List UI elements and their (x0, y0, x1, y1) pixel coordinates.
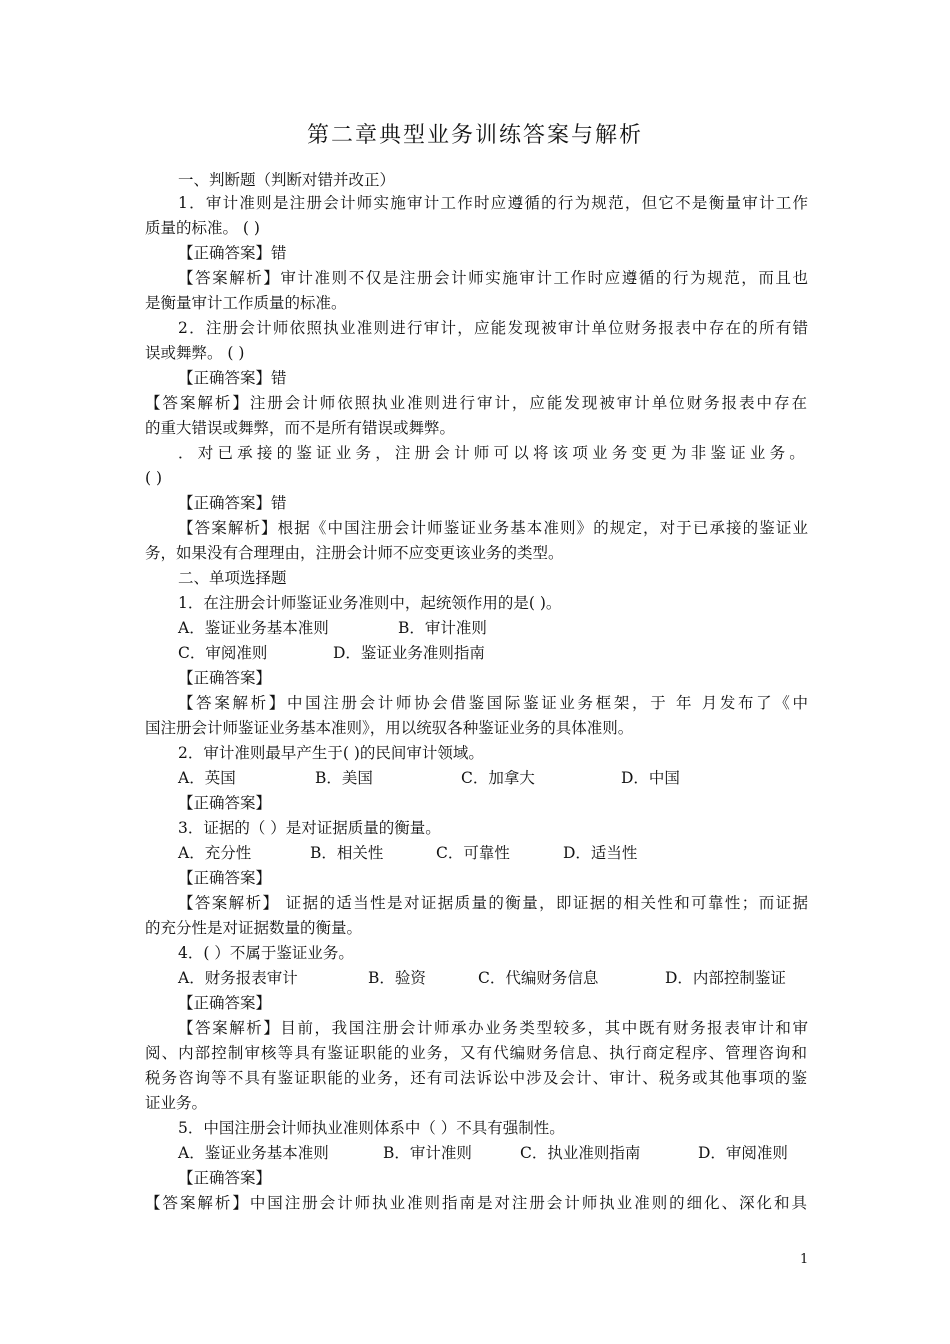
option-b: B．审计准则 (383, 1144, 472, 1162)
option-b: B．审计准则 (398, 619, 487, 637)
option-d: D．中国 (621, 769, 680, 787)
text-line: 【答案解析】注册会计师依照执业准则进行审计，应能发现被审计单位财务报表中存在 (145, 394, 807, 412)
text-line: 是衡量审计工作质量的标准。 (145, 294, 347, 312)
text-line: 二、单项选择题 (178, 569, 287, 587)
option-a: A．英国 (178, 769, 236, 787)
option-c: C．可靠性 (436, 844, 510, 862)
text-line: 务，如果没有合理理由，注册会计师不应变更该业务的类型。 (145, 544, 564, 562)
option-c: C．执业准则指南 (520, 1144, 641, 1162)
text-line: 2．审计准则最早产生于( )的民间审计领域。 (178, 744, 484, 762)
option-a: C．审阅准则 (178, 644, 268, 662)
text-line: 【正确答案】 (178, 669, 272, 687)
page-title: 第二章典型业务训练答案与解析 (306, 123, 643, 148)
text-line: 国注册会计师鉴证业务基本准则》，用以统驭各种鉴证业务的具体准则。 (145, 719, 634, 737)
text-line: 证业务。 (145, 1094, 208, 1112)
option-b: B．相关性 (310, 844, 384, 862)
option-b: B．美国 (315, 769, 373, 787)
text-line: 的重大错误或舞弊，而不是所有错误或舞弊。 (145, 419, 456, 437)
text-line: 误或舞弊。 ( ) (145, 344, 245, 362)
option-d: D．内部控制鉴证 (665, 969, 786, 987)
text-line: 【正确答案】 (178, 994, 272, 1012)
text-line: 【答案解析】目前，我国注册会计师承办业务类型较多，其中既有财务报表审计和审 (178, 1019, 808, 1037)
page-number: 1 (800, 1252, 809, 1267)
text-line: 税务咨询等不具有鉴证职能的业务，还有司法诉讼中涉及会计、审计、税务或其他事项的鉴 (145, 1069, 807, 1087)
text-line: 【正确答案】 (178, 869, 272, 887)
option-a: A．充分性 (178, 844, 252, 862)
text-line: 5．中国注册会计师执业准则体系中（ ）不具有强制性。 (178, 1119, 565, 1137)
text-line: 【正确答案】错 (178, 369, 287, 387)
option-a: A．鉴证业务基本准则 (178, 619, 329, 637)
text-line: 【正确答案】 (178, 794, 272, 812)
text-line: 1．在注册会计师鉴证业务准则中，起统领作用的是( )。 (178, 594, 562, 612)
text-line: 质量的标准。 ( ) (145, 219, 260, 237)
text-line: ．对已承接的鉴证业务，注册会计师可以将该项业务变更为非鉴证业务。 (178, 444, 808, 462)
option-a: A．财务报表审计 (178, 969, 298, 987)
text-line: 1．审计准则是注册会计师实施审计工作时应遵循的行为规范，但它不是衡量审计工作 (178, 194, 808, 212)
text-line: 【答案解析】中国注册会计师协会借鉴国际鉴证业务框架，于 年 月发布了《中 (178, 694, 808, 712)
text-line: 【答案解析】根据《中国注册会计师鉴证业务基本准则》的规定，对于已承接的鉴证业 (178, 519, 808, 537)
text-line: 【正确答案】 (178, 1169, 272, 1187)
option-b: D．鉴证业务准则指南 (333, 644, 485, 662)
text-line: ( ) (145, 469, 163, 487)
option-c: C．加拿大 (461, 769, 535, 787)
option-d: D．适当性 (563, 844, 638, 862)
text-line: 3．证据的（ ）是对证据质量的衡量。 (178, 819, 441, 837)
text-line: 【答案解析】审计准则不仅是注册会计师实施审计工作时应遵循的行为规范，而且也 (178, 269, 808, 287)
text-line: 4．( ）不属于鉴证业务。 (178, 944, 354, 962)
text-line: 的充分性是对证据数量的衡量。 (145, 919, 363, 937)
text-line: 【答案解析】 证据的适当性是对证据质量的衡量，即证据的相关性和可靠性；而证据 (178, 894, 808, 912)
option-a: A．鉴证业务基本准则 (178, 1144, 329, 1162)
text-line: 一、判断题（判断对错并改正） (178, 171, 396, 189)
option-c: C．代编财务信息 (478, 969, 599, 987)
option-b: B．验资 (368, 969, 426, 987)
text-line: 【答案解析】中国注册会计师执业准则指南是对注册会计师执业准则的细化、深化和具 (145, 1194, 807, 1212)
text-line: 【正确答案】错 (178, 244, 287, 262)
text-line: 2．注册会计师依照执业准则进行审计，应能发现被审计单位财务报表中存在的所有错 (178, 319, 808, 337)
text-line: 阅、内部控制审核等具有鉴证职能的业务，又有代编财务信息、执行商定程序、管理咨询和 (145, 1044, 807, 1062)
text-line: 【正确答案】错 (178, 494, 287, 512)
option-d: D．审阅准则 (698, 1144, 788, 1162)
